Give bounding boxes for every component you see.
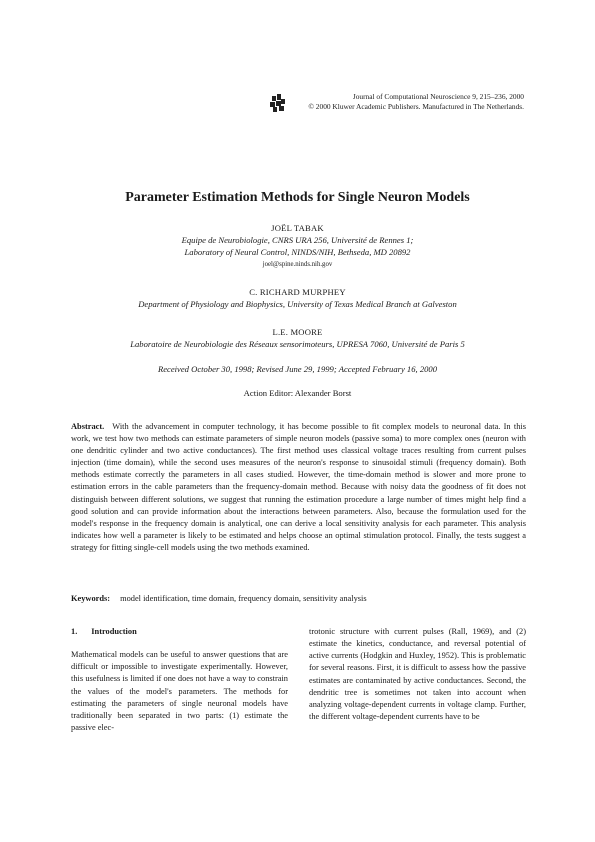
author-affiliation: Equipe de Neurobiologie, CNRS URA 256, Université de Rennes 1;: [181, 235, 414, 245]
abstract-text: With the advancement in computer technology, it has become possible to fit complex models to neuronal data. In this work, we test how two methods can estimate parameters of simple neuron models (passive soma) to more complex ones (neuron with one dendritic cylinder and two active conductances). The first method uses classical voltage traces resulting from current pulses injection (time domain), while the second uses measures of the neuron's response to sinusoidal stimuli (frequency domain). Both methods estimate correctly the parameters in all cases studied. However, the time-domain method is slower and more prone to estimation errors in the cable parameters than the frequency-domain method. Because with noisy data the goodness of fit does not distinguish between different solutions, we suggest that running the estimation procedure a large number of times might help find a good solution and can provide information about the interactions between parameters. Also, because the formulation used for the model's response in the frequency domain is analytical, one can derive a local sensitivity analysis for each parameter. This analysis indicates how well a parameter is likely to be estimated and helps choose an optimal stimulation protocol. Finally, the tests suggest a strategy for fitting single-cell models using the two methods examined.: [71, 422, 526, 552]
journal-citation: Journal of Computational Neuroscience 9, 215–236, 2000: [352, 92, 524, 101]
keywords: [71, 593, 526, 605]
body-column-right: [309, 626, 526, 723]
keywords-label: Keywords:: [71, 594, 111, 603]
section-title: Introduction: [91, 627, 137, 636]
author-name: L.E. MOORE: [272, 327, 323, 337]
author-affiliation: Department of Physiology and Biophysics, University of Texas Medical Branch at Galveston: [138, 299, 457, 309]
author-affiliation: Laboratoire de Neurobiologie des Réseaux sensorimoteurs, UPRESA 7060, Université de Paris 5: [130, 339, 465, 349]
abstract: [71, 421, 526, 554]
received-dates: Received October 30, 1998; Revised June 29, 1999; Accepted February 16, 2000: [157, 364, 438, 374]
author-email: joel@spine.ninds.nih.gov: [262, 261, 333, 268]
keywords-text: model identification, time domain, frequency domain, sensitivity analysis: [120, 594, 367, 603]
journal-header: [224, 92, 524, 112]
section-number: 1.: [71, 627, 78, 636]
action-editor: Action Editor: Alexander Borst: [243, 388, 352, 398]
body-paragraph: Mathematical models can be useful to answer questions that are difficult or impossible to investigate experimentally. However, this usefulness is limited if one does not have a way to constrain the values of the model's parameters. The methods for estimating the parameters of single neuronal models have traditionally been separated in two parts: (1) estimate the passive elec-: [71, 650, 288, 733]
section-heading: [71, 626, 288, 638]
body-column-left: [71, 626, 288, 734]
author-affiliation: Laboratory of Neural Control, NINDS/NIH, Bethseda, MD 20892: [184, 247, 411, 257]
author-name: JOËL TABAK: [271, 223, 324, 233]
author-name: C. RICHARD MURPHEY: [249, 287, 346, 297]
abstract-label: Abstract.: [71, 422, 105, 431]
body-paragraph: trotonic structure with current pulses (Rall, 1969), and (2) estimate the kinetics, conductance, and reversal potential of active currents (Hodgkin and Huxley, 1952). This is problematic for several reasons. First, it is difficult to assess how the passive estimates are contaminated by active conductances. Second, the dendritic tree is sometimes not taken into account when analyzing voltage-dependent currents in voltage clamp. Further, the different voltage-dependent currents have to be: [309, 627, 526, 722]
copyright-line: © 2000 Kluwer Academic Publishers. Manufactured in The Netherlands.: [308, 102, 524, 111]
paper-title: Parameter Estimation Methods for Single Neuron Models: [125, 190, 470, 205]
